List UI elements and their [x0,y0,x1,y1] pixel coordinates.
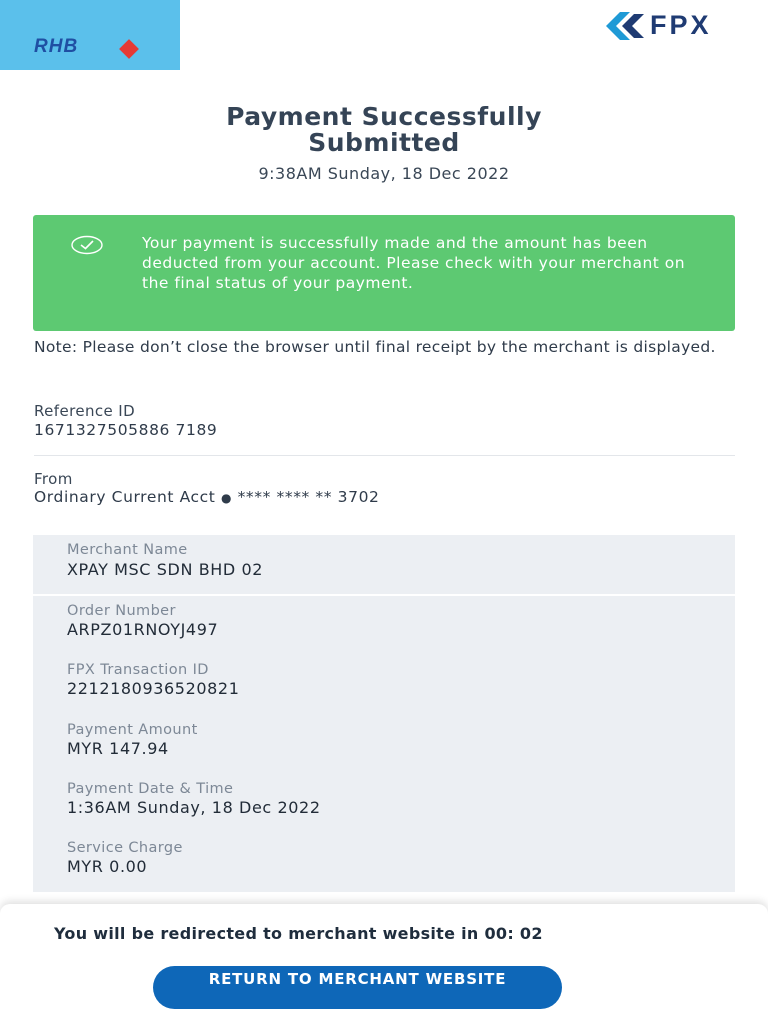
merchant-name-value: XPAY MSC SDN BHD 02 [67,560,264,579]
browser-note: Note: Please don’t close the browser until final receipt by the merchant is displayed. [34,338,716,356]
service-charge-label: Service Charge [67,840,183,856]
from-account [34,488,380,506]
rhb-logo-text: RHB [34,36,79,57]
reference-id-value: 1671327505886 7189 [34,421,218,439]
order-number-value: ARPZ01RNOYJ497 [67,620,219,639]
divider [34,455,735,456]
details-separator [33,594,735,596]
success-message-box [33,215,735,331]
reference-id-label: Reference ID [34,402,136,420]
return-to-merchant-button-label: RETURN TO MERCHANT WEBSITE [208,970,507,988]
transaction-details-panel [33,535,735,892]
page-title [0,104,768,156]
service-charge-value: MYR 0.00 [67,857,148,876]
from-account-name: Ordinary Current Acct [34,488,216,506]
payment-amount-label: Payment Amount [67,722,198,738]
bank-logo-banner [0,0,180,70]
merchant-name-label: Merchant Name [67,542,188,558]
fpx-logo-text: FPX [650,10,712,40]
from-label: From [34,470,73,488]
fpx-arrows-icon [606,12,646,40]
redirect-panel [0,904,768,1024]
submission-timestamp: 9:38AM Sunday, 18 Dec 2022 [258,164,510,183]
page-title-text: Payment Successfully Submitted [226,102,542,157]
order-number-label: Order Number [67,603,176,619]
from-account-number: **** **** ** 3702 [237,488,380,506]
redirect-countdown-text: You will be redirected to merchant website in 00: 02 [54,924,543,943]
fpx-transaction-id-value: 2212180936520821 [67,679,240,698]
fpx-transaction-id-label: FPX Transaction ID [67,662,209,678]
rhb-diamond-icon [119,39,139,59]
check-circle-icon [71,235,103,255]
fpx-logo [606,10,761,42]
payment-amount-value: MYR 147.94 [67,739,169,758]
success-message-text: Your payment is successfully made and the amount has been deducted from your account. Please check with your merchant on the final status of your payment. [142,234,686,292]
payment-datetime-label: Payment Date & Time [67,781,234,797]
payment-datetime-value: 1:36AM Sunday, 18 Dec 2022 [67,798,321,817]
return-to-merchant-button[interactable] [153,966,562,1009]
bullet-separator: ● [220,491,233,505]
